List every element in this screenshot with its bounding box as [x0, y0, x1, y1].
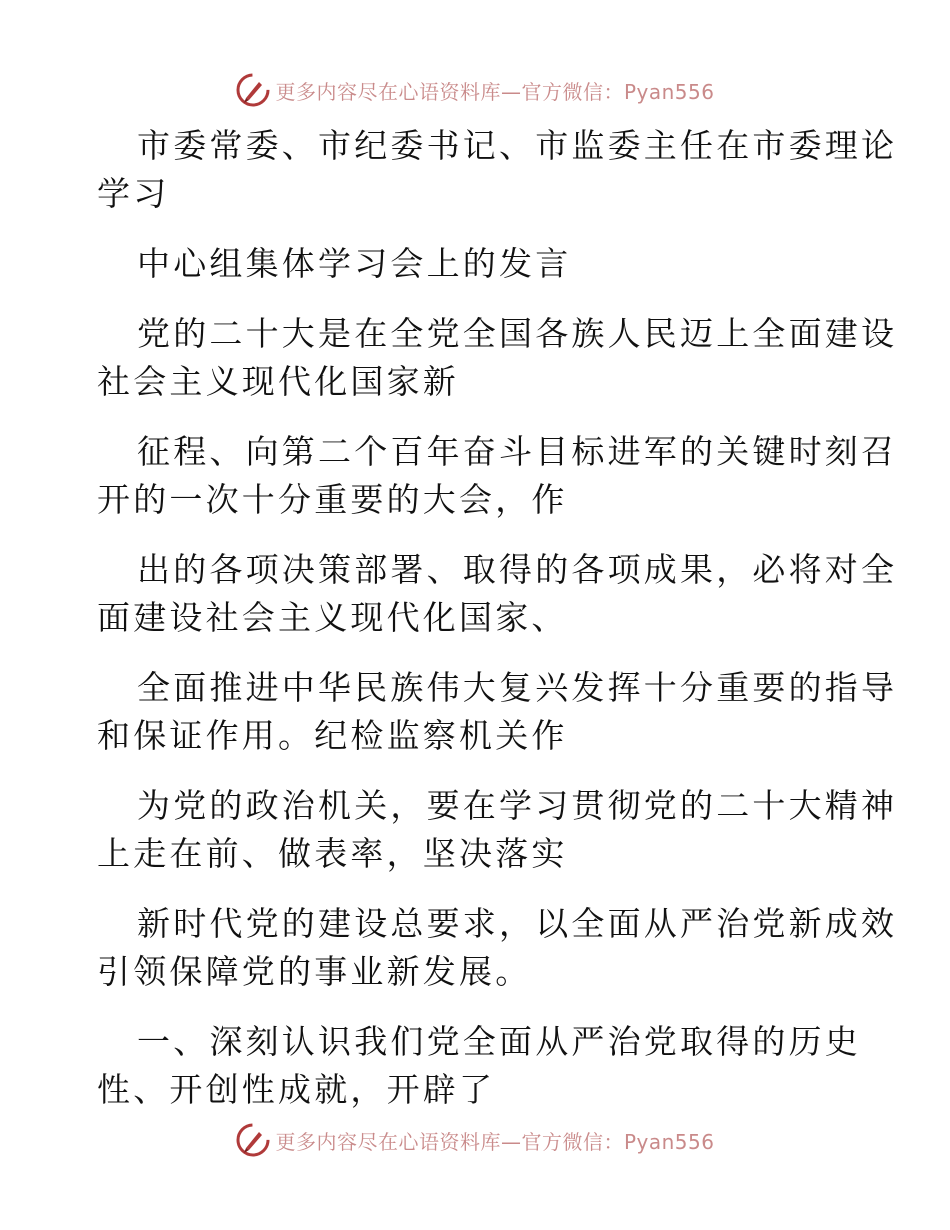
text-line: 党的二十大是在全党全国各族人民迈上全面建设 [137, 314, 898, 353]
text-line: 开的一次十分重要的大会，作 [97, 480, 568, 519]
text-line: 全面推进中华民族伟大复兴发挥十分重要的指导 [137, 668, 898, 707]
text-line: 一、深刻认识我们党全面从严治党取得的历史 [137, 1022, 861, 1061]
document-body [97, 122, 898, 1114]
text-line: 面建设社会主义现代化国家、 [97, 598, 568, 637]
text-line: 中心组集体学习会上的发言 [137, 244, 572, 283]
text-line: 社会主义现代化国家新 [97, 362, 459, 401]
text-line: 市委常委、市纪委书记、市监委主任在市委理论 [137, 126, 898, 165]
text-line: 征程、向第二个百年奋斗目标进军的关键时刻召 [137, 432, 898, 471]
text-line: 上走在前、做表率，坚决落实 [97, 834, 568, 873]
watermark-text: 更多内容尽在心语资料库—官方微信：Pyan556 [275, 1129, 715, 1154]
pen-circle-icon [235, 1122, 271, 1158]
text-line: 和保证作用。纪检监察机关作 [97, 716, 568, 755]
header-watermark [0, 70, 950, 110]
text-line: 出的各项决策部署、取得的各项成果，必将对全 [137, 550, 898, 589]
text-line: 为党的政治机关，要在学习贯彻党的二十大精神 [137, 786, 898, 825]
text-line: 引领保障党的事业新发展。 [97, 952, 532, 991]
pen-circle-icon [235, 72, 271, 108]
watermark-text: 更多内容尽在心语资料库—官方微信：Pyan556 [275, 79, 715, 104]
footer-watermark [0, 1120, 950, 1160]
text-line: 新时代党的建设总要求，以全面从严治党新成效 [137, 904, 898, 943]
text-line: 学习 [97, 174, 170, 213]
text-line: 性、开创性成就，开辟了 [97, 1070, 496, 1109]
